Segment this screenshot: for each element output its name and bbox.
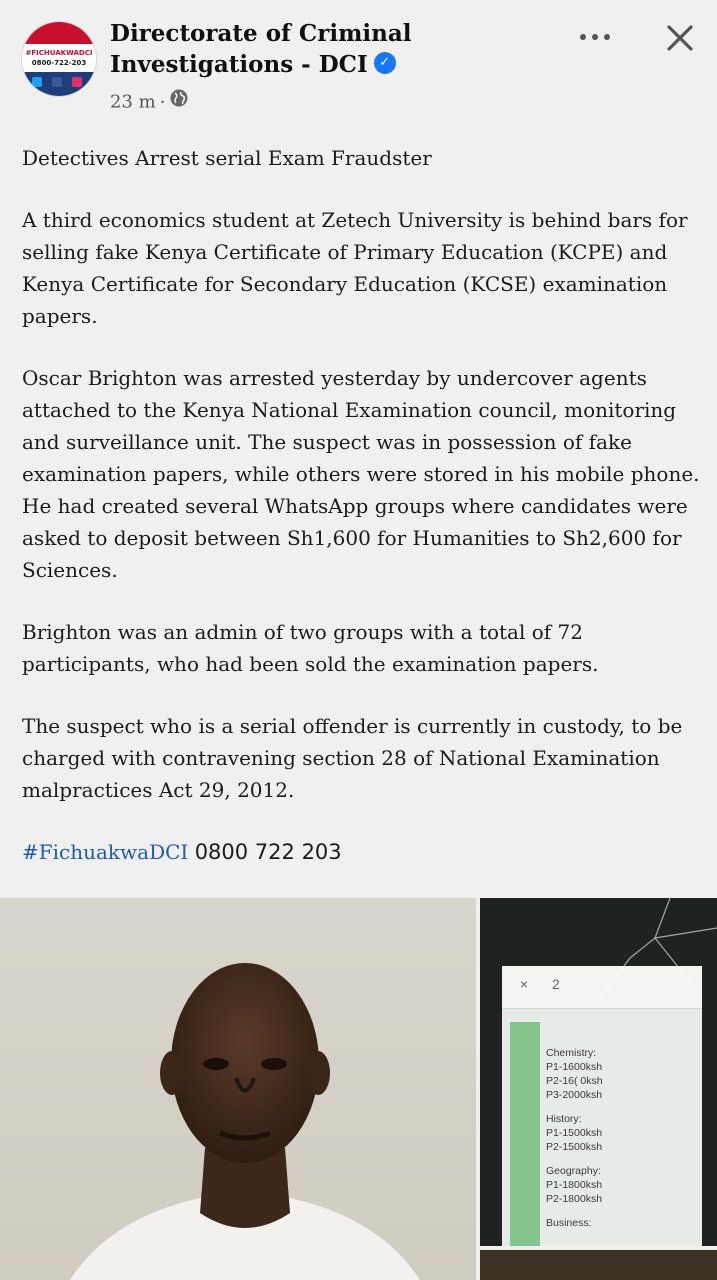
price-line: P1-1800ksh [546,1179,603,1191]
price-line: P2-16( 0ksh [546,1075,603,1087]
hashtag-link[interactable]: #FichuakwaDCI [22,840,189,864]
instagram-icon [72,77,82,87]
post-time[interactable]: 23 m [110,91,156,113]
page-name[interactable] [110,18,560,80]
price-subject: Chemistry: [546,1047,597,1059]
phone-close-icon: × [520,976,529,992]
meta-separator: · [159,91,166,113]
screen-crack-lines [480,898,717,1246]
suspect-photo[interactable] [0,898,476,1280]
post-tagline [22,836,702,868]
price-subject: Geography: [546,1165,601,1177]
post-paragraph-2: Oscar Brighton was arrested yesterday by undercover agents attached to the Kenya National Examination council, monitoring and surveillance unit. The suspect was in possession of fake examination papers, while others were stored in his mobile phone. He had created several WhatsApp groups where candidates were asked to deposit between Sh1,600 for Humanities to Sh2,600 for Sciences. [22,366,700,582]
verified-badge-icon: ✓ [374,52,396,74]
avatar-tag: #FICHUAKWADCI [25,49,93,57]
twitter-icon [32,77,42,87]
price-line: P1-1600ksh [546,1061,603,1073]
price-line: P2-1500ksh [546,1141,603,1153]
post-photos[interactable] [0,898,717,1280]
avatar-phone: 0800-722-203 [31,59,87,67]
post-paragraph-3: Brighton was an admin of two groups with a total of 72 participants, who had been sold the examination papers. [22,620,599,676]
hotline-number: 0800 722 203 [194,840,342,864]
post-paragraph-4: The suspect who is a serial offender is currently in custody, to be charged with contravening section 28 of National Examination malpractices Act 29, 2012. [22,714,683,802]
globe-icon [169,88,189,113]
post-title: Detectives Arrest serial Exam Fraudster [22,146,432,170]
price-line: P3-2000ksh [546,1089,603,1101]
post-paragraph-1: A third economics student at Zetech University is behind bars for selling fake Kenya Certificate of Primary Education (KCPE) and Kenya Certificate for Secondary Education (KCSE) examination papers. [22,208,688,328]
page-avatar[interactable] [22,22,96,96]
price-subject: Business: [546,1217,592,1229]
suspect-portrait-illustration [0,898,476,1280]
avatar-band-top [22,22,96,44]
facebook-icon [52,77,62,87]
price-subject: History: [546,1113,582,1125]
phone-selected-count: 2 [552,976,560,992]
secondary-photo[interactable] [480,1250,717,1280]
post-header [0,0,717,130]
price-line: P1-1500ksh [546,1127,603,1139]
more-options-icon[interactable] [578,22,612,52]
close-icon[interactable] [660,18,700,58]
post-meta [110,90,189,115]
page-name-text[interactable]: Directorate of Criminal Investigations - DCI [110,20,412,78]
phone-screenshot-photo[interactable] [480,898,717,1246]
price-line: P2-1800ksh [546,1193,603,1205]
post-body [22,142,702,898]
